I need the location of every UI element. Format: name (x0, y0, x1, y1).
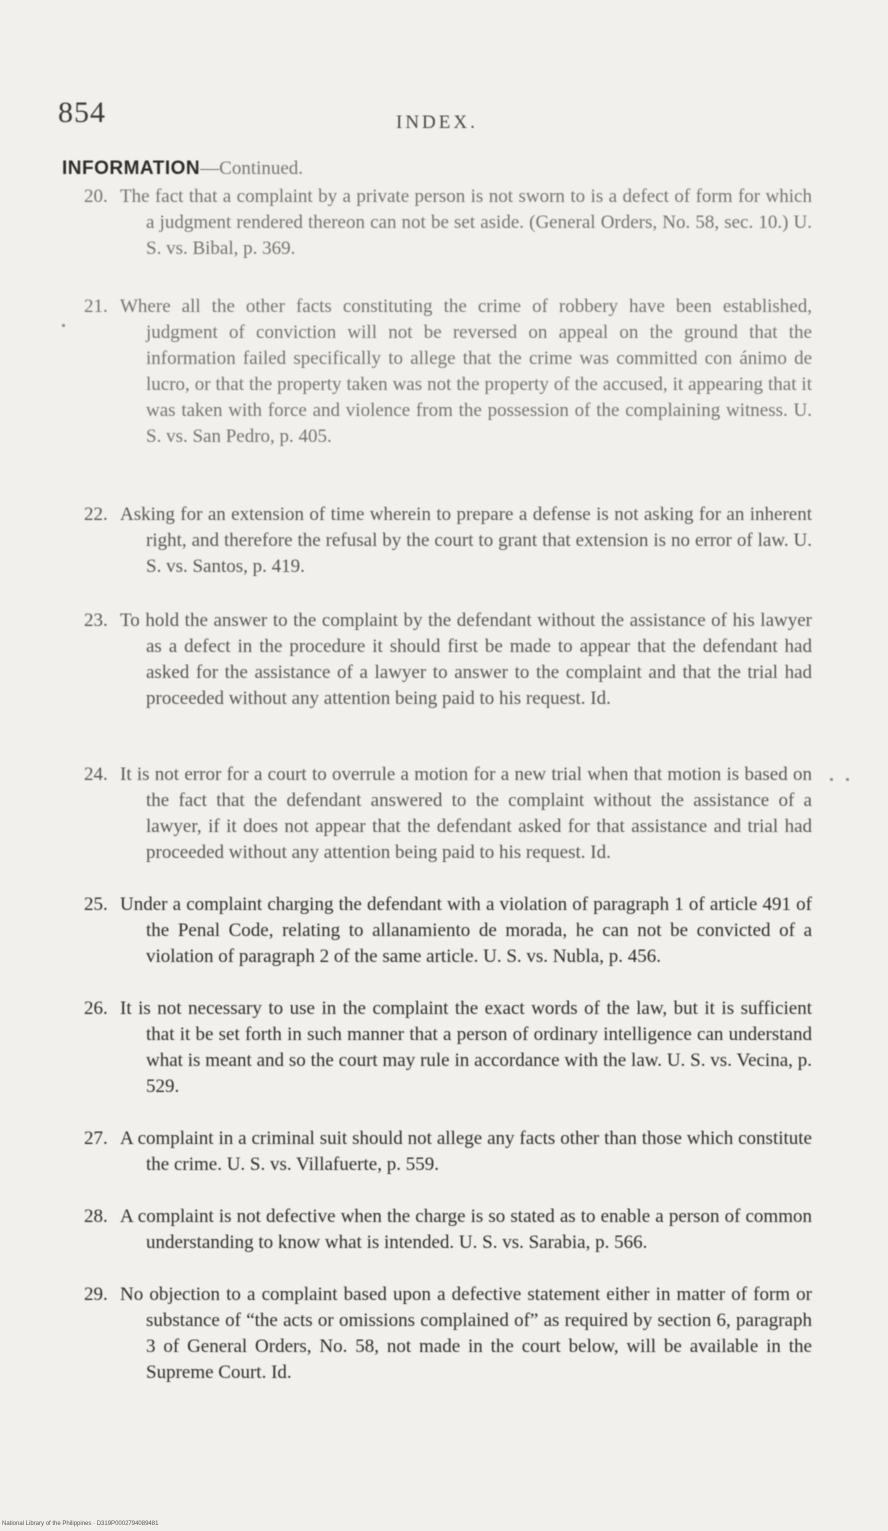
entry-number: 26. (84, 998, 108, 1019)
index-entry-27 (84, 1126, 812, 1178)
page-number: 854 (58, 96, 106, 129)
index-entry-21 (84, 294, 812, 450)
entry-number: 29. (84, 1284, 108, 1305)
entry-text: A complaint in a criminal suit should not allege any facts other than those which constitute the crime. U. S. vs. Villafuerte, p. 559. (120, 1128, 812, 1175)
index-entry-22 (84, 502, 812, 580)
entry-text: To hold the answer to the complaint by the defendant without the assistance of his lawyer as a defect in the procedure it should first be made to appear that the defendant had asked for the assistance of a lawyer to answer to the complaint and that the trial had proceeded without any attention being paid to his request. Id. (120, 610, 812, 709)
paper-speck (846, 778, 849, 781)
entry-text: It is not necessary to use in the complaint the exact words of the law, but it is sufficient that it be set forth in such manner that a person of ordinary intelligence can understand what is meant and so the court may rule in accordance with the law. U. S. vs. Vecina, p. 529. (120, 998, 812, 1097)
index-entry-23 (84, 608, 812, 712)
paper-speck (830, 778, 833, 781)
index-entry-25 (84, 892, 812, 970)
index-entry-28 (84, 1204, 812, 1256)
section-heading-title: INFORMATION (62, 158, 201, 179)
index-entry-29 (84, 1282, 812, 1386)
section-heading-continued: —Continued. (200, 158, 304, 179)
section-heading (62, 158, 303, 180)
entry-text: Under a complaint charging the defendant with a violation of paragraph 1 of article 491 of the Penal Code, relating to allanamiento de morada, he can not be convicted of a violation of paragraph 2 of the same article. U. S. vs. Nubla, p. 456. (120, 894, 812, 967)
entry-number: 24. (84, 764, 108, 785)
entry-text: A complaint is not defective when the charge is so stated as to enable a person of common understanding to know what is intended. U. S. vs. Sarabia, p. 566. (120, 1206, 812, 1253)
index-entry-20 (84, 184, 812, 262)
entry-number: 25. (84, 894, 108, 915)
entry-text: The fact that a complaint by a private person is not sworn to is a defect of form for which a judgment rendered thereon can not be set aside. (General Orders, No. 58, sec. 10.) U. S. vs. Bibal, p. 369. (120, 186, 812, 259)
entry-text: No objection to a complaint based upon a defective statement either in matter of form or substance of “the acts or omissions complained of” as required by section 6, paragraph 3 of General Orders, No. 58, not made in the court below, will be available in the Supreme Court. Id. (120, 1284, 812, 1383)
entry-number: 21. (84, 296, 108, 317)
index-entry-26 (84, 996, 812, 1100)
running-head: INDEX. (396, 112, 478, 133)
index-entry-24 (84, 762, 812, 866)
entry-number: 27. (84, 1128, 108, 1149)
entry-number: 23. (84, 610, 108, 631)
entry-number: 22. (84, 504, 108, 525)
scan-credit: National Library of the Philippines · D319P0002794089481 (2, 1521, 159, 1527)
entry-text: It is not error for a court to overrule a motion for a new trial when that motion is based on the fact that the defendant answered to the complaint without the assistance of a lawyer, if it does not appear that the defendant asked for that assistance and trial had proceeded without any attention being paid to his request. Id. (120, 764, 812, 863)
entry-number: 28. (84, 1206, 108, 1227)
entry-text: Where all the other facts constituting the crime of robbery have been established, judgment of conviction will not be reversed on appeal on the ground that the information failed specifically to allege that the crime was committed con ánimo de lucro, or that the property taken was not the property of the accused, it appearing that it was taken with force and violence from the possession of the complaining witness. U. S. vs. San Pedro, p. 405. (120, 296, 812, 447)
entry-text: Asking for an extension of time wherein to prepare a defense is not asking for an inherent right, and therefore the refusal by the court to grant that extension is no error of law. U. S. vs. Santos, p. 419. (120, 504, 812, 577)
paper-speck (62, 324, 65, 327)
entry-number: 20. (84, 186, 108, 207)
